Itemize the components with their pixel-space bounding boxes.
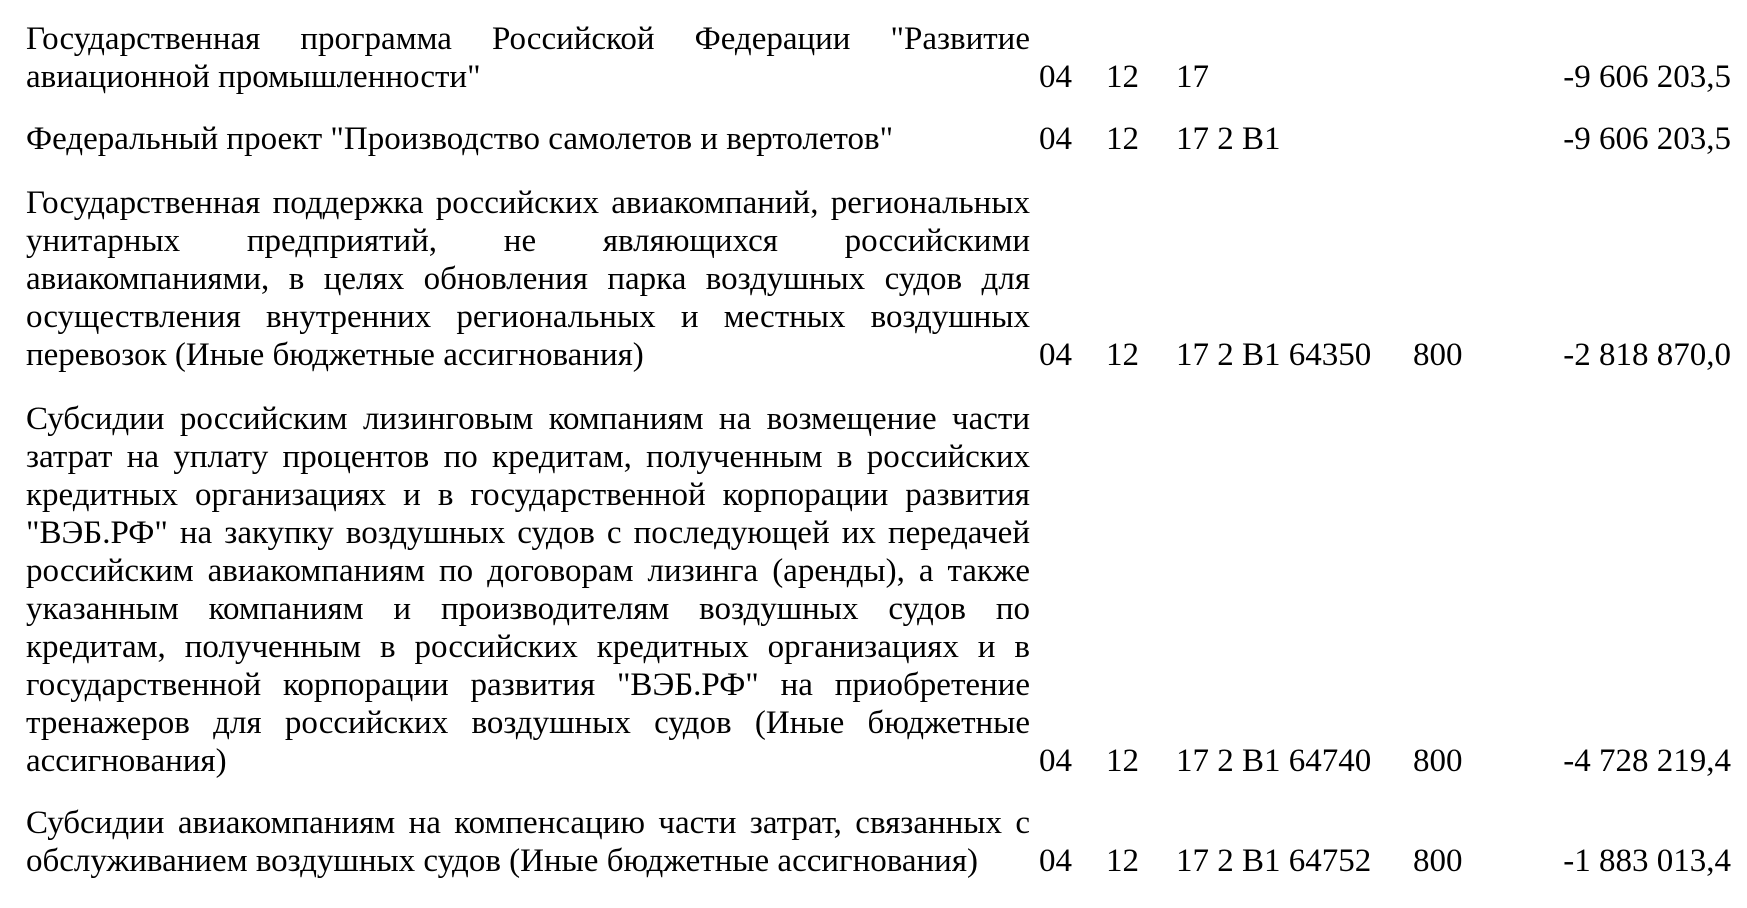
expense-type-code: 800 (1413, 743, 1463, 779)
target-article-code: 17 2 В1 64752 (1176, 843, 1372, 879)
amount: -4 728 219,4 (1563, 743, 1731, 779)
section-code: 04 (1039, 843, 1072, 879)
amount: -9 606 203,5 (1563, 121, 1731, 157)
subsection-code: 12 (1106, 121, 1139, 157)
target-article-code: 17 2 В1 (1176, 121, 1281, 157)
row-description: Федеральный проект "Производство самолетов и вертолетов" (26, 121, 894, 157)
subsection-code: 12 (1106, 743, 1139, 779)
amount: -9 606 203,5 (1563, 59, 1731, 95)
section-code: 04 (1039, 59, 1072, 95)
table-row (0, 20, 1747, 96)
section-code: 04 (1039, 743, 1072, 779)
subsection-code: 12 (1106, 337, 1139, 373)
amount: -1 883 013,4 (1563, 843, 1731, 879)
section-code: 04 (1039, 337, 1072, 373)
subsection-code: 12 (1106, 843, 1139, 879)
target-article-code: 17 (1176, 59, 1209, 95)
section-code: 04 (1039, 121, 1072, 157)
table-row (0, 120, 1747, 158)
row-description: Субсидии авиакомпаниям на компенсацию части затрат, связанных с обслуживанием воздушных судов (Иные бюджетные ассигнования) (26, 805, 1030, 879)
amount: -2 818 870,0 (1563, 337, 1731, 373)
row-description: Государственная поддержка российских авиакомпаний, региональных унитарных предприятий, не являющихся российскими авиакомпаниями, в целях обновления парка воздушных судов для осуществления внутренних региональных и местных воздушных перевозок (Иные бюджетные ассигнования) (26, 185, 1030, 373)
target-article-code: 17 2 В1 64740 (1176, 743, 1372, 779)
target-article-code: 17 2 В1 64350 (1176, 337, 1372, 373)
table-row (0, 804, 1747, 880)
expense-type-code: 800 (1413, 843, 1463, 879)
table-row (0, 184, 1747, 374)
row-description: Государственная программа Российской Федерации "Развитие авиационной промышленности" (26, 21, 1030, 95)
table-row (0, 400, 1747, 780)
expense-type-code: 800 (1413, 337, 1463, 373)
row-description: Субсидии российским лизинговым компаниям на возмещение части затрат на уплату процентов по кредитам, полученным в российских кредитных организациях и в государственной корпорации развития "ВЭБ.РФ" на закупку воздушных судов с последующей их передачей российским авиакомпаниям по договорам лизинга (аренды), а также указанным компаниям и производителям воздушных судов по кредитам, полученным в российских кредитных организациях и в государственной корпорации развития "ВЭБ.РФ" на приобретение тренажеров для российских воздушных судов (Иные бюджетные ассигнования) (26, 401, 1030, 779)
subsection-code: 12 (1106, 59, 1139, 95)
